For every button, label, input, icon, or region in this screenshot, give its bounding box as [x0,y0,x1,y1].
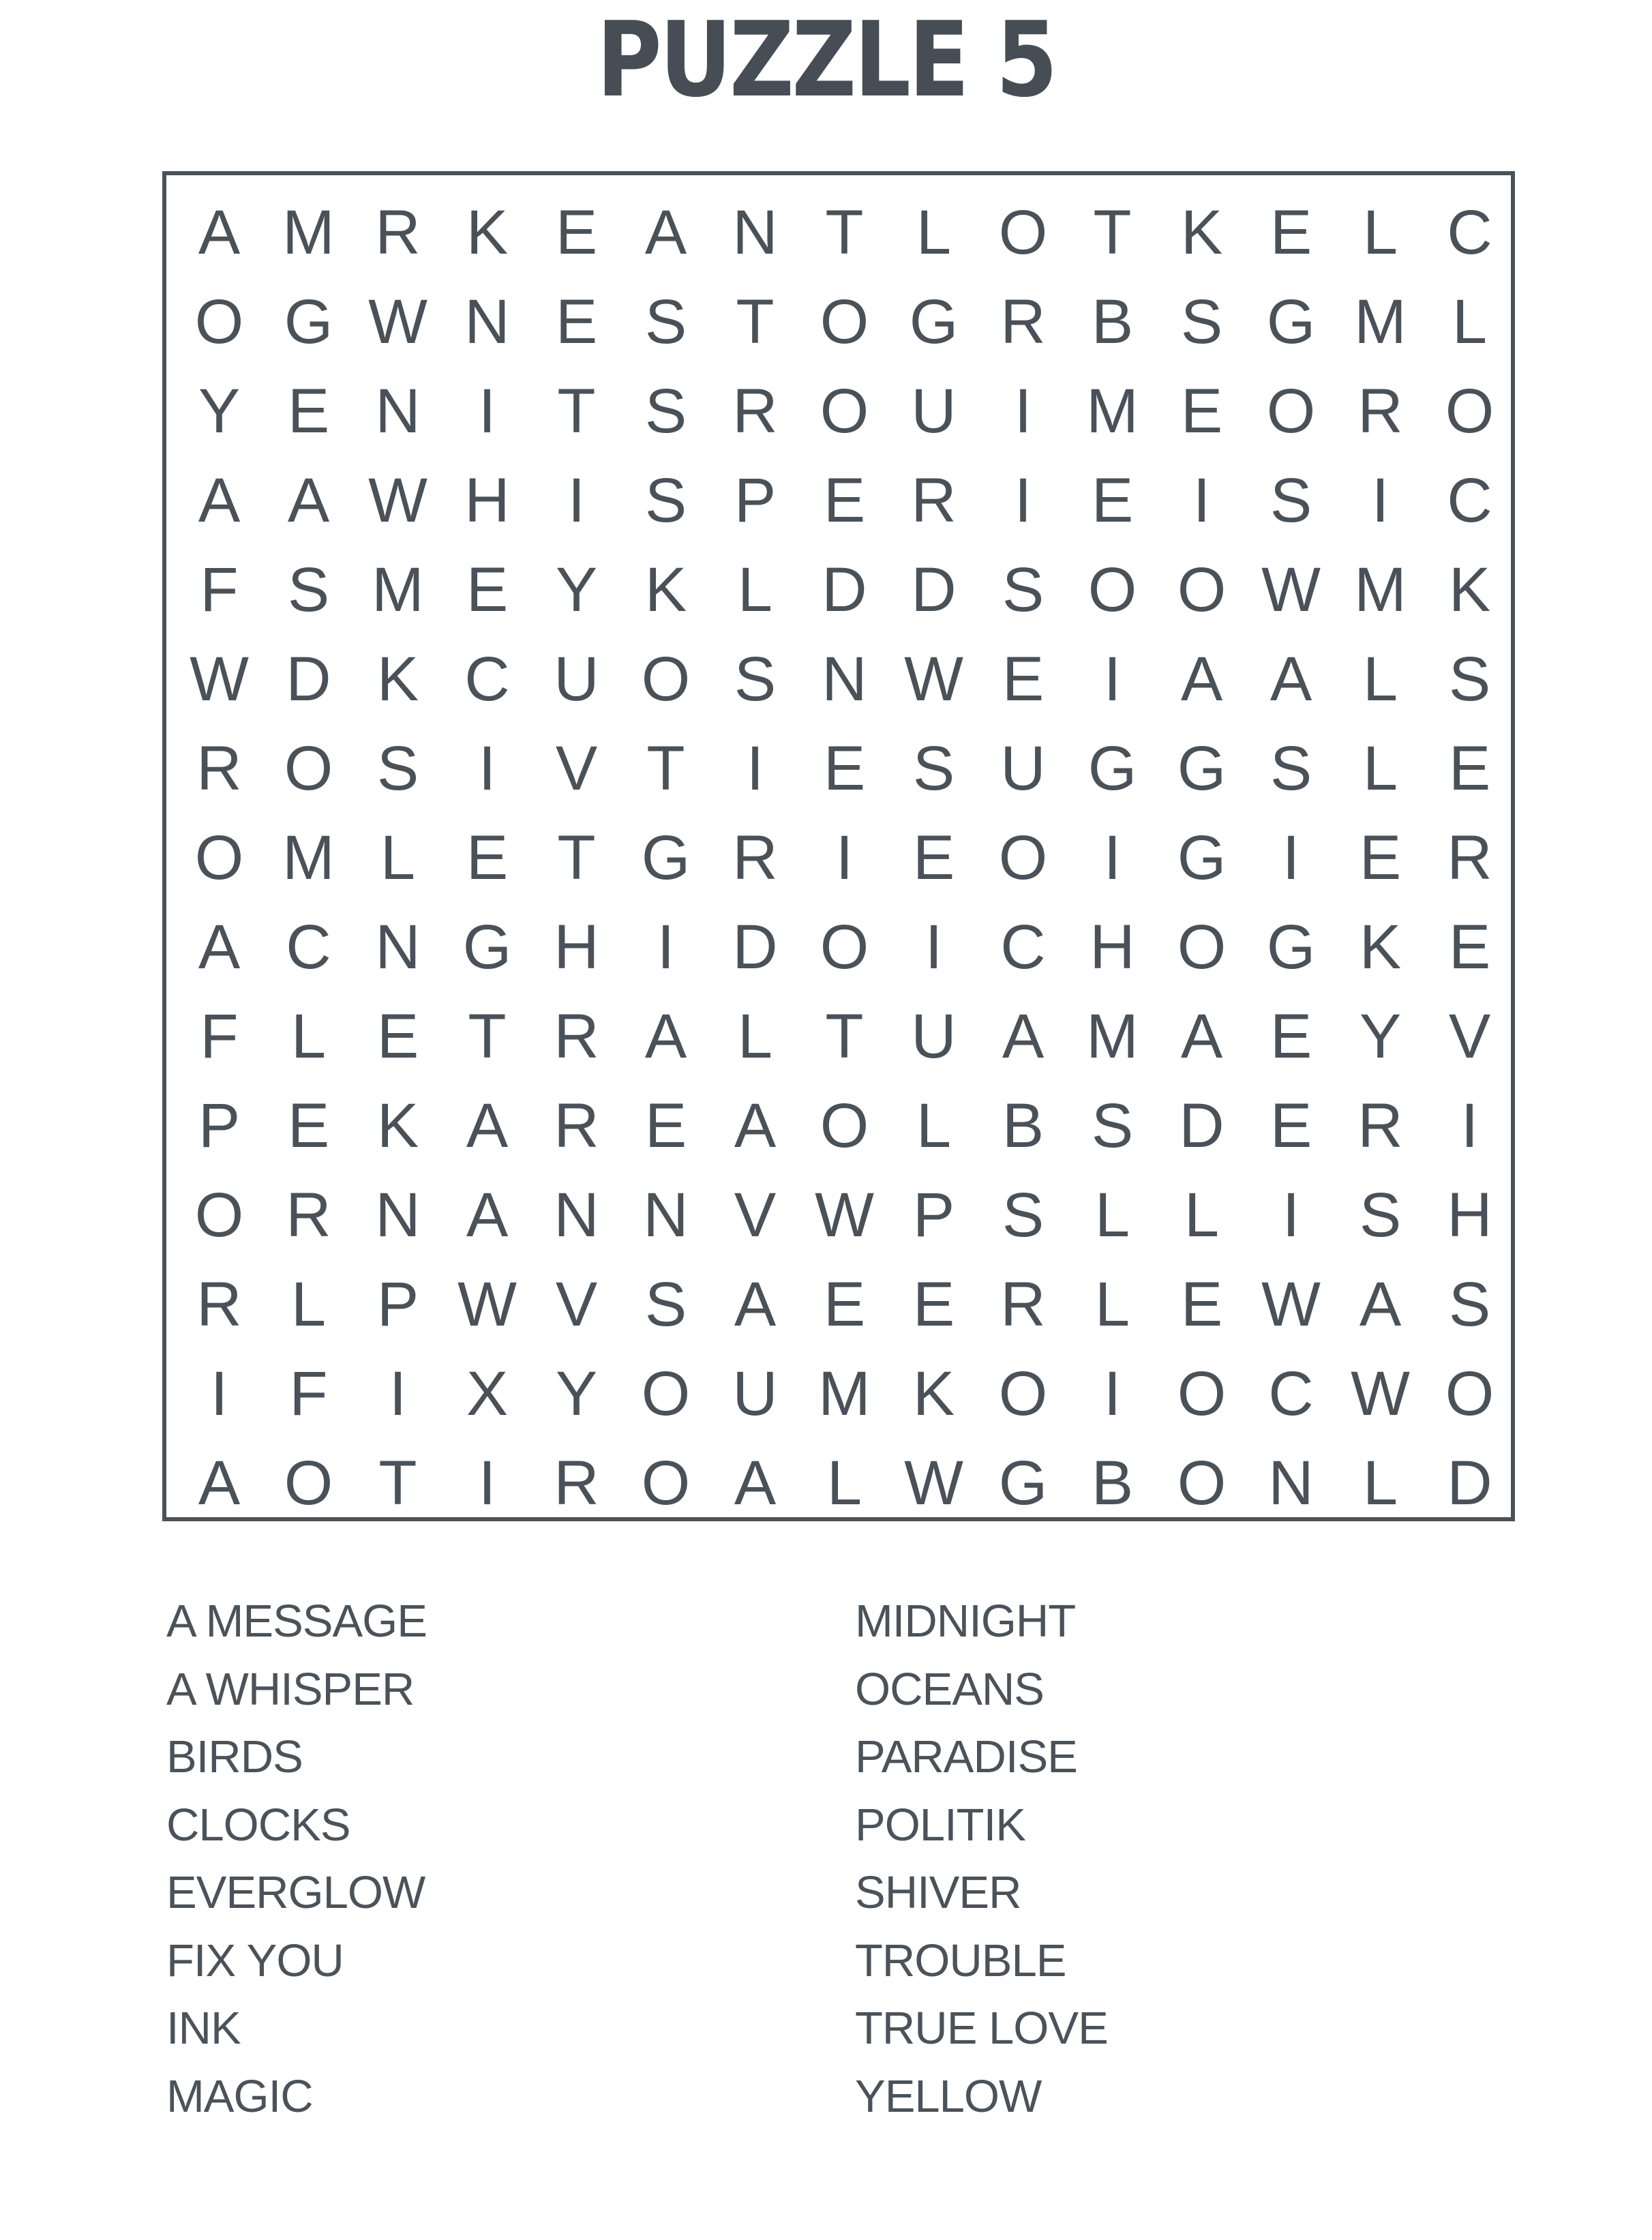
grid-cell[interactable]: E [466,822,509,893]
grid-cell[interactable]: W [1351,1358,1410,1429]
grid-cell[interactable]: T [468,1001,507,1071]
grid-cell[interactable]: I [567,465,586,535]
grid-cell[interactable]: K [1180,197,1223,267]
grid-cell[interactable]: L [916,1090,952,1161]
grid-cell[interactable]: T [646,733,685,803]
grid-cell[interactable]: L [1362,197,1398,267]
grid-cell[interactable]: M [282,197,335,267]
grid-cell[interactable]: T [557,376,596,446]
grid-cell[interactable]: Y [555,554,598,625]
grid-cell[interactable]: E [376,1001,419,1071]
grid-cell[interactable]: S [287,554,330,625]
word-list-left [166,1587,427,2130]
grid-cell[interactable]: S [1270,465,1312,535]
grid-cell[interactable]: G [284,286,333,357]
grid-cell[interactable]: I [1014,465,1032,535]
grid-cell[interactable]: N [375,912,421,982]
grid-cell[interactable]: M [1354,554,1407,625]
grid-cell[interactable]: O [194,286,244,357]
grid-cell[interactable]: O [998,197,1048,267]
word-list-right [855,1587,1108,2130]
grid-cell[interactable]: N [822,644,867,714]
grid-cell[interactable]: R [554,1001,599,1071]
grid-cell[interactable]: O [641,644,691,714]
grid-cell[interactable]: W [190,644,249,714]
grid-cell[interactable]: E [823,465,866,535]
grid-cell[interactable]: G [462,912,512,982]
grid-cell[interactable]: B [1002,1090,1045,1161]
grid-cell[interactable]: P [376,1269,419,1339]
grid-cell[interactable]: O [820,1090,869,1161]
grid-cell[interactable]: V [1448,1001,1491,1071]
grid-cell[interactable]: A [198,912,241,982]
grid-cell[interactable]: N [554,1180,599,1250]
grid-cell[interactable]: A [1180,1001,1223,1071]
grid-cell[interactable]: E [823,733,866,803]
grid-cell[interactable]: A [644,197,687,267]
word-list-item: POLITIK [855,1799,1025,1851]
grid-cell[interactable]: I [1192,465,1211,535]
grid-cell[interactable]: O [641,1358,691,1429]
word-list-item: FIX YOU [166,1935,344,1986]
grid-cell[interactable]: R [196,1269,242,1339]
grid-cell[interactable]: N [375,1180,421,1250]
grid-cell[interactable]: I [1103,644,1122,714]
grid-cell[interactable]: C [1447,197,1492,267]
grid-cell[interactable]: G [1266,286,1316,357]
grid-cell[interactable]: R [554,1448,599,1518]
grid-cell[interactable]: G [1177,733,1227,803]
grid-cell[interactable]: Y [555,1358,598,1429]
grid-cell[interactable]: L [1094,1180,1130,1250]
grid-cell[interactable]: S [1270,733,1312,803]
grid-cell[interactable]: E [1270,197,1312,267]
grid-cell[interactable]: L [1362,1448,1398,1518]
grid-cell[interactable]: S [1091,1090,1134,1161]
grid-cell[interactable]: T [378,1448,417,1518]
grid-cell[interactable]: O [820,376,869,446]
grid-cell[interactable]: W [368,286,427,357]
grid-cell[interactable]: C [464,644,510,714]
grid-cell[interactable]: E [1448,912,1491,982]
grid-cell[interactable]: N [464,286,510,357]
grid-cell[interactable]: F [200,554,239,625]
grid-cell[interactable]: E [1091,465,1134,535]
grid-cell[interactable]: I [210,1358,228,1429]
page-title: PUZZLE 5 [596,0,1056,120]
grid-cell[interactable]: G [1266,912,1316,982]
grid-cell[interactable]: E [1180,376,1223,446]
grid-cell[interactable]: Y [1359,1001,1402,1071]
grid-cell[interactable]: D [1179,1090,1225,1161]
grid-cell[interactable]: E [1270,1090,1312,1161]
grid-cell[interactable]: E [912,822,955,893]
grid-cell[interactable]: I [835,822,854,893]
grid-cell[interactable]: A [198,465,241,535]
grid-cell[interactable]: H [464,465,510,535]
grid-cell[interactable]: L [1362,644,1398,714]
grid-cell[interactable]: V [555,733,598,803]
grid-cell[interactable]: E [1180,1269,1223,1339]
grid-cell[interactable]: R [732,822,778,893]
grid-cell[interactable]: G [909,286,959,357]
grid-cell[interactable]: N [1268,1448,1314,1518]
grid-cell[interactable]: A [1002,1001,1045,1071]
grid-cell[interactable]: I [746,733,764,803]
grid-cell[interactable]: V [734,1180,777,1250]
grid-cell[interactable]: R [196,733,242,803]
grid-cell[interactable]: N [375,376,421,446]
grid-cell[interactable]: O [1177,912,1227,982]
grid-cell[interactable]: S [376,733,419,803]
grid-cell[interactable]: U [1000,733,1046,803]
grid-cell[interactable]: O [1177,1358,1227,1429]
grid-cell[interactable]: I [1103,1358,1122,1429]
grid-cell[interactable]: E [555,286,598,357]
word-list-item: YELLOW [855,2070,1042,2122]
grid-cell[interactable]: T [736,286,775,357]
grid-cell[interactable]: S [1180,286,1223,357]
grid-cell[interactable]: S [644,465,687,535]
grid-cell[interactable]: I [1282,1180,1300,1250]
grid-cell[interactable]: K [1448,554,1491,625]
grid-cell[interactable]: D [911,554,957,625]
grid-cell[interactable]: S [644,286,687,357]
grid-cell[interactable]: P [734,465,777,535]
grid-cell[interactable]: A [734,1269,777,1339]
grid-cell[interactable]: A [1180,644,1223,714]
grid-cell[interactable]: S [1002,554,1045,625]
grid-cell[interactable]: E [1359,822,1402,893]
grid-cell[interactable]: P [912,1180,955,1250]
grid-cell[interactable]: S [912,733,955,803]
grid-cell[interactable]: L [1184,1180,1220,1250]
grid-cell[interactable]: Y [198,376,241,446]
grid-cell[interactable]: L [1094,1269,1130,1339]
grid-cell[interactable]: C [1447,465,1492,535]
word-list-item: A MESSAGE [166,1596,427,1647]
grid-cell[interactable]: S [1002,1180,1045,1250]
grid-cell[interactable]: K [376,1090,419,1161]
grid-cell[interactable]: I [1460,1090,1479,1161]
grid-cell[interactable]: S [644,1269,687,1339]
grid-cell[interactable]: M [282,822,335,893]
grid-cell[interactable]: H [554,912,599,982]
grid-cell[interactable]: E [287,1090,330,1161]
grid-cell[interactable]: W [1261,554,1321,625]
grid-cell[interactable]: B [1091,286,1134,357]
grid-cell[interactable]: A [644,1001,687,1071]
grid-cell[interactable]: L [737,1001,773,1071]
grid-cell[interactable]: P [198,1090,241,1161]
grid-cell[interactable]: O [1445,376,1495,446]
grid-cell[interactable]: W [904,644,963,714]
grid-cell[interactable]: I [1371,465,1390,535]
grid-cell[interactable]: E [912,1269,955,1339]
grid-cell[interactable]: C [1268,1358,1314,1429]
word-list-item: OCEANS [855,1663,1044,1715]
grid-cell[interactable]: R [1000,286,1046,357]
grid-cell[interactable]: A [466,1090,509,1161]
grid-cell[interactable]: A [466,1180,509,1250]
grid-cell[interactable]: R [1000,1269,1046,1339]
grid-cell[interactable]: C [1000,912,1046,982]
grid-cell[interactable]: T [1093,197,1132,267]
grid-cell[interactable]: M [818,1358,871,1429]
grid-cell[interactable]: O [1177,1448,1227,1518]
grid-cell[interactable]: F [289,1358,328,1429]
grid-cell[interactable]: T [825,1001,864,1071]
grid-cell[interactable]: O [284,733,333,803]
word-list-item: CLOCKS [166,1799,350,1851]
grid-cell[interactable]: A [734,1090,777,1161]
grid-cell[interactable]: G [1177,822,1227,893]
grid-cell[interactable]: W [904,1448,963,1518]
grid-cell[interactable]: B [1091,1448,1134,1518]
grid-cell[interactable]: R [732,376,778,446]
grid-cell[interactable]: E [1448,733,1491,803]
grid-cell[interactable]: O [194,822,244,893]
grid-cell[interactable]: O [1177,554,1227,625]
grid-cell[interactable]: T [825,197,864,267]
letter-grid [175,188,1514,1527]
grid-cell[interactable]: R [1447,822,1492,893]
grid-cell[interactable]: W [1261,1269,1321,1339]
grid-cell[interactable]: D [822,554,867,625]
grid-cell[interactable]: U [732,1358,778,1429]
grid-cell[interactable]: E [823,1269,866,1339]
word-list-item: BIRDS [166,1731,303,1782]
grid-cell[interactable]: D [286,644,331,714]
word-list-item: MAGIC [166,2070,313,2122]
grid-cell[interactable]: G [1087,733,1137,803]
grid-cell[interactable]: O [998,1358,1048,1429]
grid-cell[interactable]: A [198,1448,241,1518]
grid-cell[interactable]: G [998,1448,1048,1518]
grid-cell[interactable]: E [1002,644,1045,714]
word-list-item: A WHISPER [166,1663,415,1715]
grid-cell[interactable]: M [1086,1001,1139,1071]
grid-cell[interactable]: U [554,644,599,714]
grid-cell[interactable]: I [657,912,675,982]
grid-cell[interactable]: U [911,376,957,446]
grid-cell[interactable]: W [368,465,427,535]
grid-cell[interactable]: R [554,1090,599,1161]
grid-cell[interactable]: I [478,376,496,446]
grid-cell[interactable]: G [641,822,691,893]
grid-cell[interactable]: C [286,912,331,982]
grid-cell[interactable]: L [916,197,952,267]
grid-cell[interactable]: R [375,197,421,267]
grid-cell[interactable]: E [287,376,330,446]
grid-cell[interactable]: R [911,465,957,535]
grid-cell[interactable]: K [466,197,509,267]
grid-cell[interactable]: L [1362,733,1398,803]
grid-cell[interactable]: L [380,822,416,893]
grid-cell[interactable]: O [820,912,869,982]
grid-cell[interactable]: E [555,197,598,267]
grid-cell[interactable]: A [287,465,330,535]
grid-cell[interactable]: O [641,1448,691,1518]
letter-grid-frame [162,171,1515,1521]
grid-cell[interactable]: A [1359,1269,1402,1339]
grid-cell[interactable]: H [1447,1180,1492,1250]
grid-cell[interactable]: K [644,554,687,625]
word-list-item: MIDNIGHT [855,1596,1076,1647]
grid-cell[interactable]: L [737,554,773,625]
grid-cell[interactable]: I [1103,822,1122,893]
word-list-item: INK [166,2003,241,2054]
grid-cell[interactable]: I [925,912,943,982]
grid-cell[interactable]: X [466,1358,509,1429]
grid-cell[interactable]: O [1445,1358,1495,1429]
grid-cell[interactable]: S [734,644,777,714]
grid-cell[interactable]: D [1447,1448,1492,1518]
grid-cell[interactable]: L [826,1448,862,1518]
grid-cell[interactable]: F [200,1001,239,1071]
grid-cell[interactable]: O [1266,376,1316,446]
grid-cell[interactable]: V [555,1269,598,1339]
grid-cell[interactable]: O [1087,554,1137,625]
grid-cell[interactable]: A [198,197,241,267]
grid-cell[interactable]: A [1270,644,1312,714]
grid-cell[interactable]: I [478,1448,496,1518]
grid-cell[interactable]: S [1448,1269,1491,1339]
grid-cell[interactable]: H [1090,912,1135,982]
grid-cell[interactable]: N [643,1180,689,1250]
grid-cell[interactable]: W [815,1180,874,1250]
grid-cell[interactable]: W [457,1269,517,1339]
grid-cell[interactable]: T [557,822,596,893]
grid-cell[interactable]: E [1270,1001,1312,1071]
grid-cell[interactable]: S [1448,644,1491,714]
grid-cell[interactable]: S [644,376,687,446]
grid-cell[interactable]: O [194,1180,244,1250]
grid-cell[interactable]: O [820,286,869,357]
word-list-item: PARADISE [855,1731,1077,1782]
word-list-item: EVERGLOW [166,1867,425,1918]
grid-cell[interactable]: K [1359,912,1402,982]
grid-cell[interactable]: A [734,1448,777,1518]
grid-cell[interactable]: L [290,1001,327,1071]
grid-cell[interactable]: U [911,1001,957,1071]
grid-cell[interactable]: D [732,912,778,982]
grid-cell[interactable]: N [732,197,778,267]
grid-cell[interactable]: M [1086,376,1139,446]
grid-cell[interactable]: M [372,554,424,625]
grid-cell[interactable]: R [286,1180,331,1250]
grid-cell[interactable]: O [284,1448,333,1518]
grid-cell[interactable]: K [912,1358,955,1429]
grid-cell[interactable]: L [1452,286,1488,357]
grid-cell[interactable]: K [376,644,419,714]
grid-cell[interactable]: O [998,822,1048,893]
grid-cell[interactable]: R [1357,1090,1403,1161]
grid-cell[interactable]: I [1282,822,1300,893]
word-list-item: TROUBLE [855,1935,1066,1986]
grid-cell[interactable]: S [1359,1180,1402,1250]
grid-cell[interactable]: R [1357,376,1403,446]
grid-cell[interactable]: L [290,1269,327,1339]
grid-cell[interactable]: M [1354,286,1407,357]
grid-cell[interactable]: E [466,554,509,625]
grid-cell[interactable]: I [389,1358,407,1429]
word-list-item: TRUE LOVE [855,2003,1108,2054]
grid-cell[interactable]: E [644,1090,687,1161]
word-list-item: SHIVER [855,1867,1021,1918]
grid-cell[interactable]: I [478,733,496,803]
grid-cell[interactable]: I [1014,376,1032,446]
